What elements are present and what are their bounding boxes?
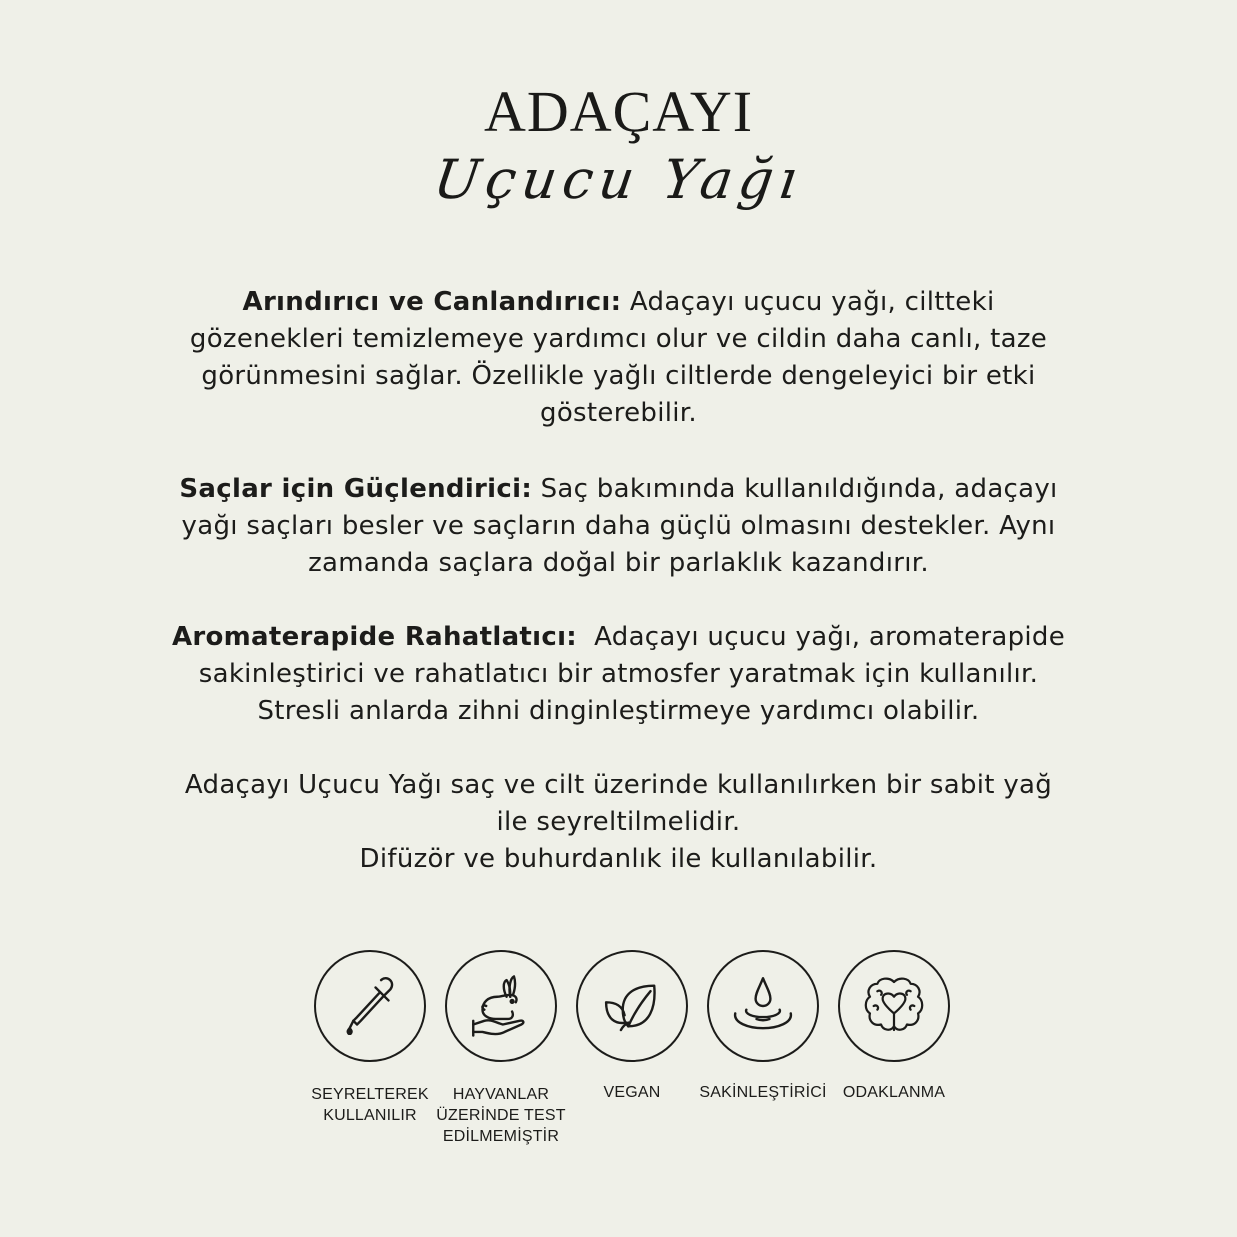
paragraph-aromatherapy: [80, 619, 1157, 730]
badge-dilute: [300, 950, 440, 1126]
paragraph-text: Adaçayı uçucu yağı, aromaterapide: [585, 622, 1066, 652]
badge-circle: [445, 950, 557, 1062]
product-title: ADAÇAYI: [483, 79, 754, 144]
paragraph-hair: [80, 471, 1157, 582]
paragraph-text: ile seyreltilmelidir.: [496, 807, 741, 837]
paragraph-lead: Aromaterapide Rahatlatıcı:: [171, 622, 577, 652]
badge-label: SAKİNLEŞTİRİCİ: [699, 1084, 827, 1101]
badge-vegan: [562, 950, 702, 1103]
paragraph-text: Difüzör ve buhurdanlık ile kullanılabilir.: [359, 844, 878, 874]
dropper-icon: [333, 969, 407, 1043]
paragraph-text: Stresli anlarda zihni dinginleştirmeye yardımcı olabilir.: [257, 696, 980, 726]
badge-circle: [314, 950, 426, 1062]
paragraph-text: Saç bakımında kullanıldığında, adaçayı: [540, 474, 1058, 504]
rabbit-hand-icon: [464, 969, 538, 1043]
paragraph-cleansing: [80, 284, 1157, 432]
paragraph-text: gözenekleri temizlemeye yardımcı olur ve cildin daha canlı, taze: [189, 324, 1048, 354]
paragraph-text: gösterebilir.: [540, 398, 697, 428]
brain-heart-icon: [857, 969, 931, 1043]
leaf-icon: [595, 969, 669, 1043]
paragraph-text: zamanda saçlara doğal bir parlaklık kazandırır.: [308, 548, 929, 578]
badge-label: SEYRELTEREK: [311, 1086, 429, 1103]
badge-label: HAYVANLAR: [452, 1086, 550, 1103]
paragraph-usage-note: [80, 767, 1157, 878]
badge-label: ÜZERİNDE TEST: [436, 1107, 566, 1124]
badge-label: ODAKLANMA: [842, 1084, 946, 1101]
badge-soothing: [693, 950, 833, 1103]
product-subtitle: Uçucu Yağı: [429, 148, 808, 211]
paragraph-text: görünmesini sağlar. Özellikle yağlı ciltlerde dengeleyici bir etki: [201, 361, 1036, 391]
badge-focus: [824, 950, 964, 1103]
paragraph-text: yağı saçları besler ve saçların daha güçlü olmasını destekler. Aynı: [181, 511, 1056, 541]
badge-circle: [576, 950, 688, 1062]
badge-label: VEGAN: [603, 1084, 661, 1101]
water-drop-icon: [726, 969, 800, 1043]
badge-label: EDİLMEMİŞTİR: [442, 1128, 560, 1145]
badge-circle: [707, 950, 819, 1062]
badge-label: KULLANILIR: [323, 1107, 417, 1124]
paragraph-text: sakinleştirici ve rahatlatıcı bir atmosfer yaratmak için kullanılır.: [198, 659, 1039, 689]
paragraph-lead: Saçlar için Güçlendirici:: [179, 474, 533, 504]
paragraph-text: Adaçayı Uçucu Yağı saç ve cilt üzerinde kullanılırken bir sabit yağ: [184, 770, 1053, 800]
paragraph-lead: Arındırıcı ve Canlandırıcı:: [242, 287, 622, 317]
paragraph-text: Adaçayı uçucu yağı, ciltteki: [629, 287, 995, 317]
badge-circle: [838, 950, 950, 1062]
badge-cruelty-free: [431, 950, 571, 1147]
